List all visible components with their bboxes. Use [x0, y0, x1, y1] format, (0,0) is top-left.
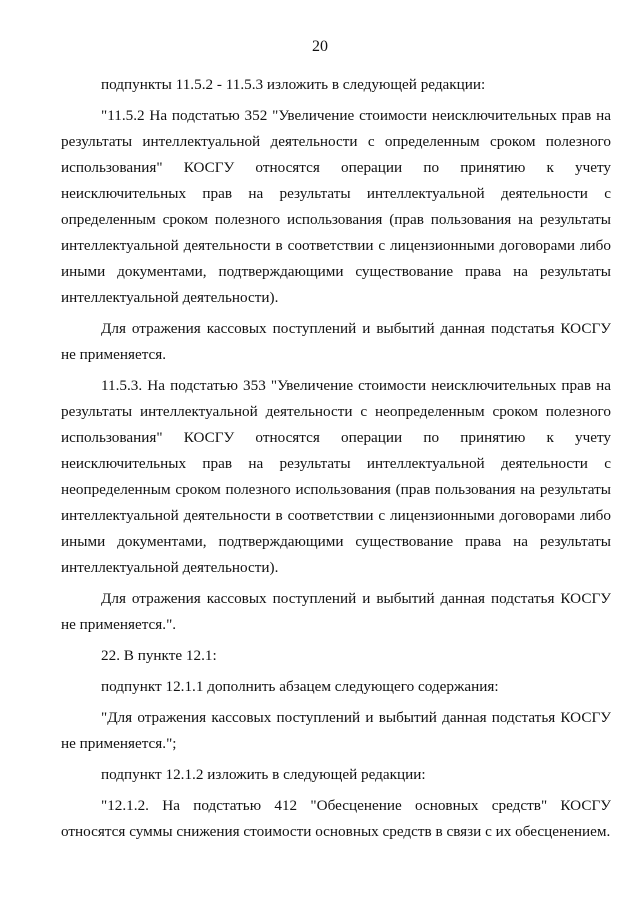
paragraph-intro-11-5: подпункты 11.5.2 - 11.5.3 изложить в следующей редакции:	[101, 76, 486, 93]
paragraph-12-1-2-intro: подпункт 12.1.2 изложить в следующей редакции:	[101, 766, 426, 783]
paragraph-11-5-2-note: Для отражения кассовых поступлений и выбытий данная подстатья КОСГУ не применяется.	[61, 320, 611, 363]
paragraph-11-5-3: 11.5.3. На подстатью 353 "Увеличение стоимости неисключительных прав на результаты интеллектуальной деятельности с неопределенным сроком полезного использования" КОСГУ относятся операции по принятию к учету неисключительных прав на результаты интеллектуальной деятельности с неопределенным сроком полезного использования (прав пользования на результаты интеллектуальной деятельности в соответствии с лицензионными договорами либо иными документами, подтверждающими существование права на результаты интеллектуальной деятельности).	[61, 377, 611, 576]
paragraph-item-22: 22. В пункте 12.1:	[101, 647, 217, 664]
paragraph-12-1-2-text: "12.1.2. На подстатью 412 "Обесценение основных средств" КОСГУ относятся суммы снижения стоимости основных средств в связи с их обесценением.	[61, 797, 611, 840]
paragraph-11-5-3-note: Для отражения кассовых поступлений и выбытий данная подстатья КОСГУ не применяется.".	[61, 590, 611, 633]
paragraph-11-5-2: "11.5.2 На подстатью 352 "Увеличение стоимости неисключительных прав на результаты интеллектуальной деятельности с определенным сроком полезного использования" КОСГУ относятся операции по принятию к учету неисключительных прав на результаты интеллектуальной деятельности с определенным сроком полезного использования (прав пользования на результаты интеллектуальной деятельности в соответствии с лицензионными договорами либо иными документами, подтверждающими существование права на результаты интеллектуальной деятельности).	[61, 107, 611, 306]
page-number: 20	[312, 38, 328, 55]
paragraph-12-1-1-text: "Для отражения кассовых поступлений и выбытий данная подстатья КОСГУ не применяется.";	[61, 709, 611, 752]
document-body	[61, 72, 611, 850]
paragraph-12-1-1-intro: подпункт 12.1.1 дополнить абзацем следующего содержания:	[101, 678, 499, 695]
